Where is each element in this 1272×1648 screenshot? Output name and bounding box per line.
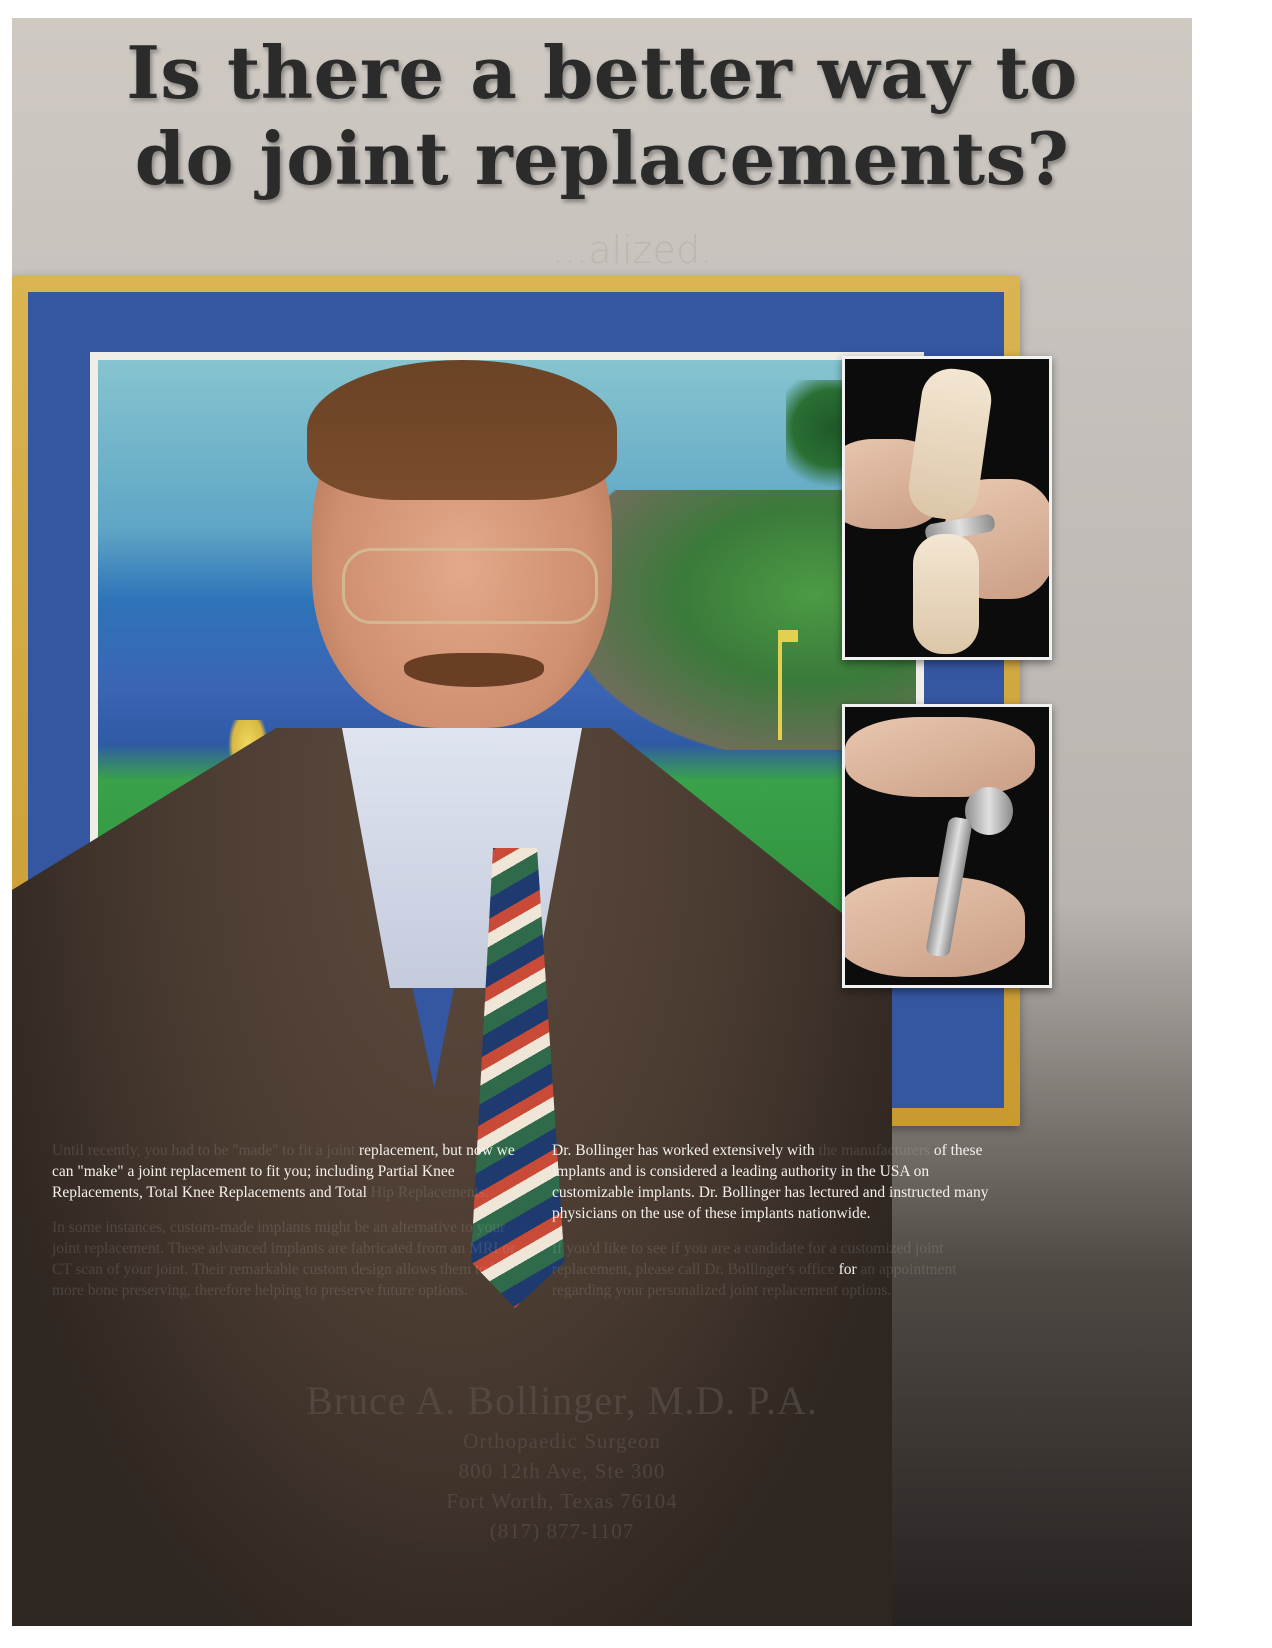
text: replacement,: [358, 1142, 439, 1159]
practice-name: Bruce A. Bollinger, M.D. P.A.: [306, 1378, 818, 1423]
hip-implant-photo: [842, 704, 1052, 988]
faded-text: Hip Replacements.: [370, 1184, 489, 1201]
paragraph: [552, 1140, 992, 1224]
text: of these implants and is considered a leading authority in the USA on customizable implants. Dr. Bollinger has lectured and instructed many physicians on the use of these implants nationwide.: [552, 1142, 989, 1222]
phone-number: (817) 877-1107: [489, 1519, 635, 1543]
text: for: [838, 1261, 857, 1278]
headline-line-1: Is there a better way to: [126, 30, 1078, 115]
glasses: [342, 548, 598, 624]
faded-text: If you'd like to see if you are a candidate for a customized joint replacement, please call Dr. Bollinger's office: [552, 1240, 944, 1278]
doctor-title: Orthopaedic Surgeon: [463, 1429, 661, 1453]
tibia-model: [913, 534, 979, 654]
hair: [307, 360, 617, 500]
mustache: [404, 653, 544, 687]
text: Dr. Bollinger has worked extensively with: [552, 1142, 815, 1159]
text: but now we can "make" a joint replacement to fit you; including Partial Knee Replacements, Total Knee Replacements and Total: [52, 1142, 515, 1201]
headline: [12, 30, 1192, 202]
address-line-2: Fort Worth, Texas 76104: [446, 1489, 678, 1513]
paragraph: [552, 1238, 992, 1301]
faded-text: the manufacturers: [818, 1142, 930, 1159]
address-line-1: 800 12th Ave, Ste 300: [458, 1459, 666, 1483]
paragraph: [52, 1140, 522, 1203]
signature-block: [12, 1376, 1112, 1546]
faded-text: Until recently, you had to be "made" to fit a joint: [52, 1142, 356, 1159]
advertisement-page: [12, 18, 1192, 1626]
body-copy-left: [52, 1140, 522, 1315]
subheadline: ...alized.: [552, 228, 713, 272]
headline-line-2: do joint replacements?: [134, 116, 1070, 201]
faded-paragraph: In some instances, custom-made implants might be an alternative to your joint replacement. These advanced implants are fabricated from an MRI or CT scan of your joint. Their remarkable custom design allows them to be more bone preserving, therefore helping to preserve future options.: [52, 1219, 516, 1299]
knee-implant-photo: [842, 356, 1052, 660]
hand-shape: [845, 717, 1035, 797]
body-copy-right: [552, 1140, 992, 1315]
faded-text: an appointment regarding your personalized joint replacement options.: [552, 1261, 957, 1299]
acetabular-cup: [965, 787, 1013, 835]
